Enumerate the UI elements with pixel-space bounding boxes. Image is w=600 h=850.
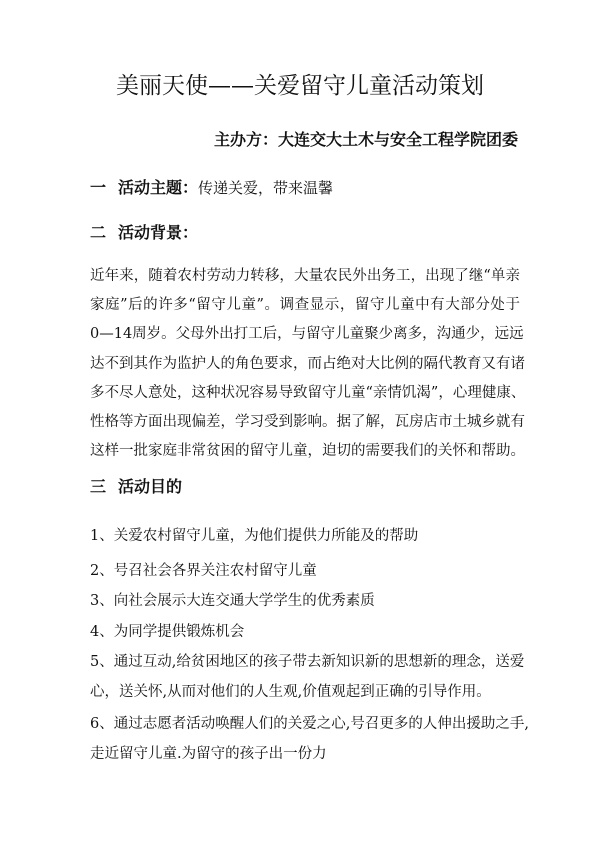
- organizer-line: 主办方：大连交大土木与安全工程学院团委: [213, 130, 518, 149]
- goal-item-3: [90, 587, 520, 617]
- section-1-heading: [90, 176, 333, 200]
- goal-line: 心，送关怀,从而对他们的人生观,价值观起到正确的引导作用。: [90, 683, 491, 700]
- section-3-number: 三: [90, 477, 107, 496]
- document-title: 美丽天使——关爱留守儿童活动策划: [116, 73, 484, 99]
- section-2-number: 二: [90, 223, 107, 242]
- goal-item-5: [90, 648, 525, 707]
- paragraph-line: 家庭”后的许多“留守儿童”。调查显示，留守儿童中有大部分处于: [90, 297, 520, 314]
- section-1-value: 传递关爱，带来温馨: [198, 179, 334, 197]
- paragraph-line: 近年来，随着农村劳动力转移，大量农民外出务工，出现了继“单亲: [90, 268, 520, 284]
- section-1-number: 一: [90, 178, 107, 197]
- goal-item-6: [90, 710, 529, 769]
- goal-line: 2、号召社会各界关注农村留守儿童: [90, 563, 317, 579]
- section-3-heading: [90, 475, 182, 499]
- goal-line: 3、向社会展示大连交通大学学生的优秀素质: [90, 593, 375, 609]
- paragraph-line: 这样一批家庭非常贫困的留守儿童，迫切的需要我们的关怀和帮助。: [90, 443, 525, 460]
- section-1-label: 活动主题：: [118, 178, 199, 197]
- goal-item-1: [90, 522, 520, 552]
- background-paragraph: [90, 262, 526, 466]
- section-2-label: 活动背景：: [118, 223, 199, 242]
- goal-item-4: [90, 618, 520, 648]
- goal-line: 4、为同学提供锻炼机会: [90, 624, 245, 640]
- goal-line: 1、关爱农村留守儿童，为他们提供力所能及的帮助: [90, 528, 419, 544]
- section-2-heading: [90, 221, 198, 245]
- paragraph-line: 性格等方面出现偏差，学习受到影响。据了解，瓦房店市土城乡就有: [90, 414, 525, 431]
- paragraph-line: 多不尽人意处，这种状况容易导致留守儿童“亲情饥渴”，心理健康、: [90, 384, 526, 401]
- goal-line: 6、通过志愿者活动唤醒人们的关爱之心,号召更多的人伸出援助之手,: [90, 716, 529, 732]
- section-3-label: 活动目的: [118, 477, 183, 496]
- goal-item-2: [90, 557, 520, 587]
- paragraph-line: 0—14周岁。父母外出打工后，与留守儿童聚少离多，沟通少，远远: [90, 326, 524, 343]
- goal-line: 走近留守儿童.为留守的孩子出一份力: [90, 745, 327, 762]
- paragraph-line: 达不到其作为监护人的角色要求，而占绝对大比例的隔代教育又有诸: [90, 355, 525, 372]
- goal-line: 5、通过互动,给贫困地区的孩子带去新知识新的思想新的理念，送爱: [90, 654, 525, 670]
